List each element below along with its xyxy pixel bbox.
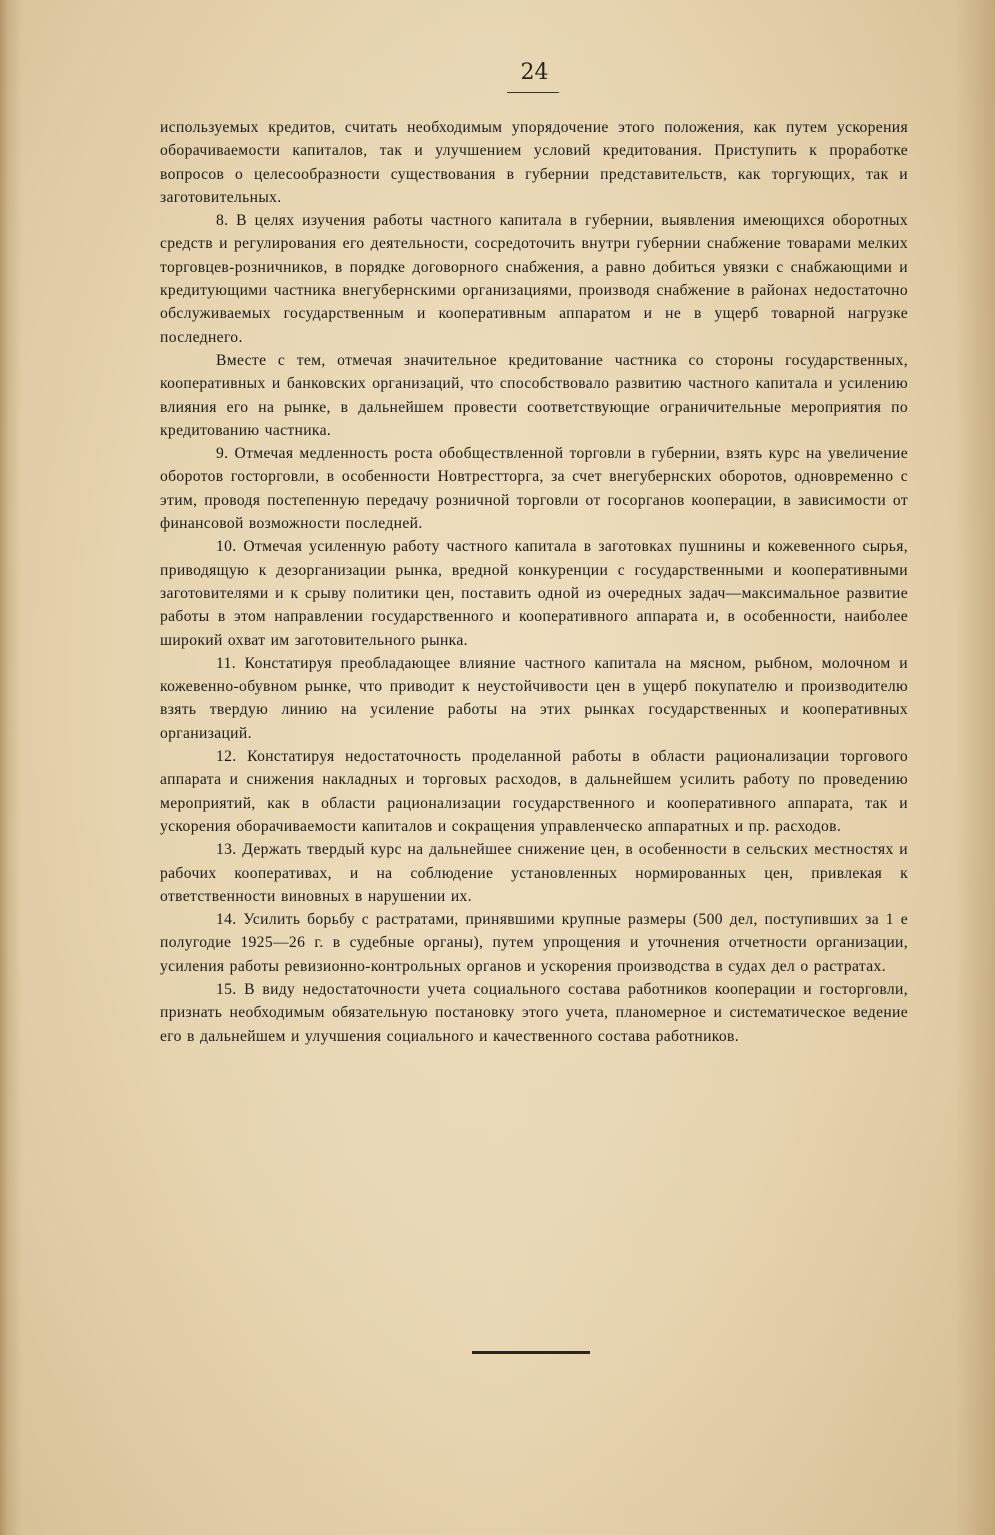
paragraph-item-11: 11. Констатируя преобладающее влияние частного капитала на мясном, рыбном, молочном и кожевенно-обувном рынке, что приводит к неустойчивости цен в ущерб покупателю и производителю взять твердую линию на усиление работы на этих рынках государственных и кооперативных организаций. — [160, 654, 908, 742]
paragraph-item-14: 14. Усилить борьбу с растратами, принявшими крупные размеры (500 дел, поступивших за 1 е полугодие 1925—26 г. в судебные органы), путем упрощения и уточнения отчетности организации, усиления работы ревизионно-контрольных органов и ускорения производства в судах дел о растратах. — [160, 911, 908, 975]
paragraph-continuation: используемых кредитов, считать необходимым упорядочение этого положения, как путем ускорения оборачиваемости капиталов, так и улучшением условий кредитования. Приступить к проработке вопросов о целесообразности существования в губернии представительств, как торгующих, так и заготовительных. — [160, 119, 908, 206]
paragraph-item-10: 10. Отмечая усиленную работу частного капитала в заготовках пушнины и кожевенного сырья, приводящую к дезорганизации рынка, вредной конкуренции с государственными и кооперативными заготовителями и к срыву политики цен, поставить одной из очередных задач—максимальное развитие работы в этом направлении государственного и кооперативного аппарата и, в особенности, наиболее широкий охват им заготовительного рынка. — [160, 538, 908, 649]
page-number-underline — [507, 92, 559, 93]
end-of-section-rule — [472, 1351, 590, 1354]
body-text — [160, 116, 908, 1048]
paragraph-item-8: 8. В целях изучения работы частного капитала в губернии, выявления имеющихся оборотных средств и регулирования его деятельности, сосредоточить внутри губернии снабжение товарами мелких торговцев-розничников, в порядке договорного снабжения, а равно добиться увязки с снабжающими и кредитующими частника внегубернскими организациями, производя снабжение в районах недостаточно обслуживаемых государственным и кооперативным аппаратом и не в ущерб товарной нагрузке последнего. — [160, 212, 908, 346]
paragraph-item-12: 12. Констатируя недостаточность проделанной работы в области рационализации торгового аппарата и снижения накладных и торговых расходов, в дальнейшем усилить работу по проведению мероприятий, как в области рационализации государственного и кооперативного аппарата, так и ускорения оборачиваемости капиталов и сокращения управленческо аппаратных и пр. расходов. — [160, 748, 908, 835]
page-number: 24 — [520, 60, 549, 85]
paragraph-item-9: 9. Отмечая медленность роста обобществленной торговли в губернии, взять курс на увеличение оборотов госторговли, в особенности Новтрестторга, за счет внегубернских оборотов, одновременно с этим, проводя постепенную передачу розничной торговли от госорганов кооперации, в зависимости от финансовой возможности последней. — [160, 445, 908, 533]
paragraph-item-8-addendum: Вместе с тем, отмечая значительное кредитование частника со стороны государственных, кооперативных и банковских организаций, что способствовало развитию частного капитала и усилению влияния его на рынке, в дальнейшем провести соответствующие ограничительные мероприятия по кредитованию частника. — [160, 351, 908, 439]
paragraph-item-15: 15. В виду недостаточности учета социального состава работников кооперации и госторговли, признать необходимым обязательную постановку этого учета, планомерное и систематическое ведение его в дальнейшем и улучшения социального и качественного состава работников. — [160, 980, 908, 1045]
paragraph-item-13: 13. Держать твердый курс на дальнейшее снижение цен, в особенности в сельских местностях и рабочих кооперативах, и на соблюдение установленных нормированных цен, привлекая к ответственности виновных в нарушении их. — [160, 841, 908, 905]
